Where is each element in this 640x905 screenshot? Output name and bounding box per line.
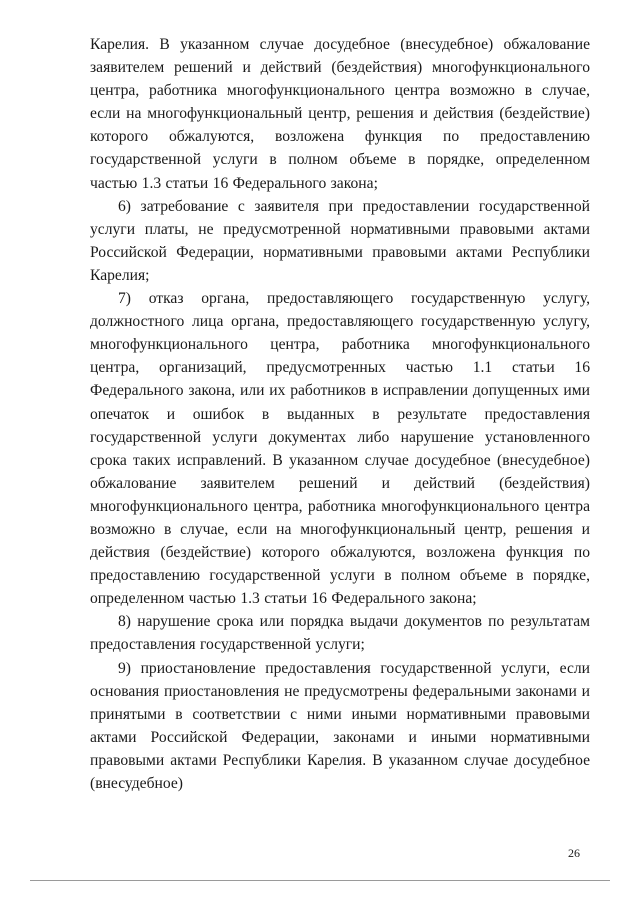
paragraph-item-6: 6) затребование с заявителя при предоставлении государственной услуги платы, не предусмотренной нормативными правовыми актами Российской Федерации, нормативными правовыми актами Республики Карелия; bbox=[90, 197, 590, 284]
paragraph-continuation: Карелия. В указанном случае досудебное (внесудебное) обжалование заявителем решений и действий (бездействия) многофункционального центра, работника многофункционального центра возможно в случае, если на многофункциональный центр, решения и действия (бездействие) которого обжалуются, возложена функция по предоставлению государственной услуги в полном объеме в порядке, определенном частью 1.3 статьи 16 Федерального закона; bbox=[90, 36, 590, 192]
page-bottom-edge bbox=[30, 880, 610, 881]
page-number: 26 bbox=[568, 846, 580, 860]
paragraph-item-7: 7) отказ органа, предоставляющего государственную услугу, должностного лица органа, предоставляющего государственную услугу, многофункционального центра, работника многофункционального центра, организаций, предусмотренных частью 1.1 статьи 16 Федерального закона, или их работников в исправлении допущенных ими опечаток и ошибок в выданных в результате предоставления государственной услуги документах либо нарушение установленного срока таких исправлений. В указанном случае досудебное (внесудебное) обжалование заявителем решений и действий (бездействия) многофункционального центра, работника многофункционального центра возможно в случае, если на многофункциональный центр, решения и действия (бездействие) которого обжалуются, возложена функция по предоставлению государственной услуги в полном объеме в порядке, определенном частью 1.3 статьи 16 Федерального закона; bbox=[90, 290, 590, 608]
paragraph-item-9: 9) приостановление предоставления государственной услуги, если основания приостановления не предусмотрены федеральными законами и принятыми в соответствии с ними иными нормативными правовыми актами Российской Федерации, законами и иными нормативными правовыми актами Республики Карелия. В указанном случае досудебное (внесудебное) bbox=[90, 659, 590, 792]
document-body bbox=[90, 33, 590, 795]
paragraph-item-8: 8) нарушение срока или порядка выдачи документов по результатам предоставления государственной услуги; bbox=[90, 613, 590, 654]
